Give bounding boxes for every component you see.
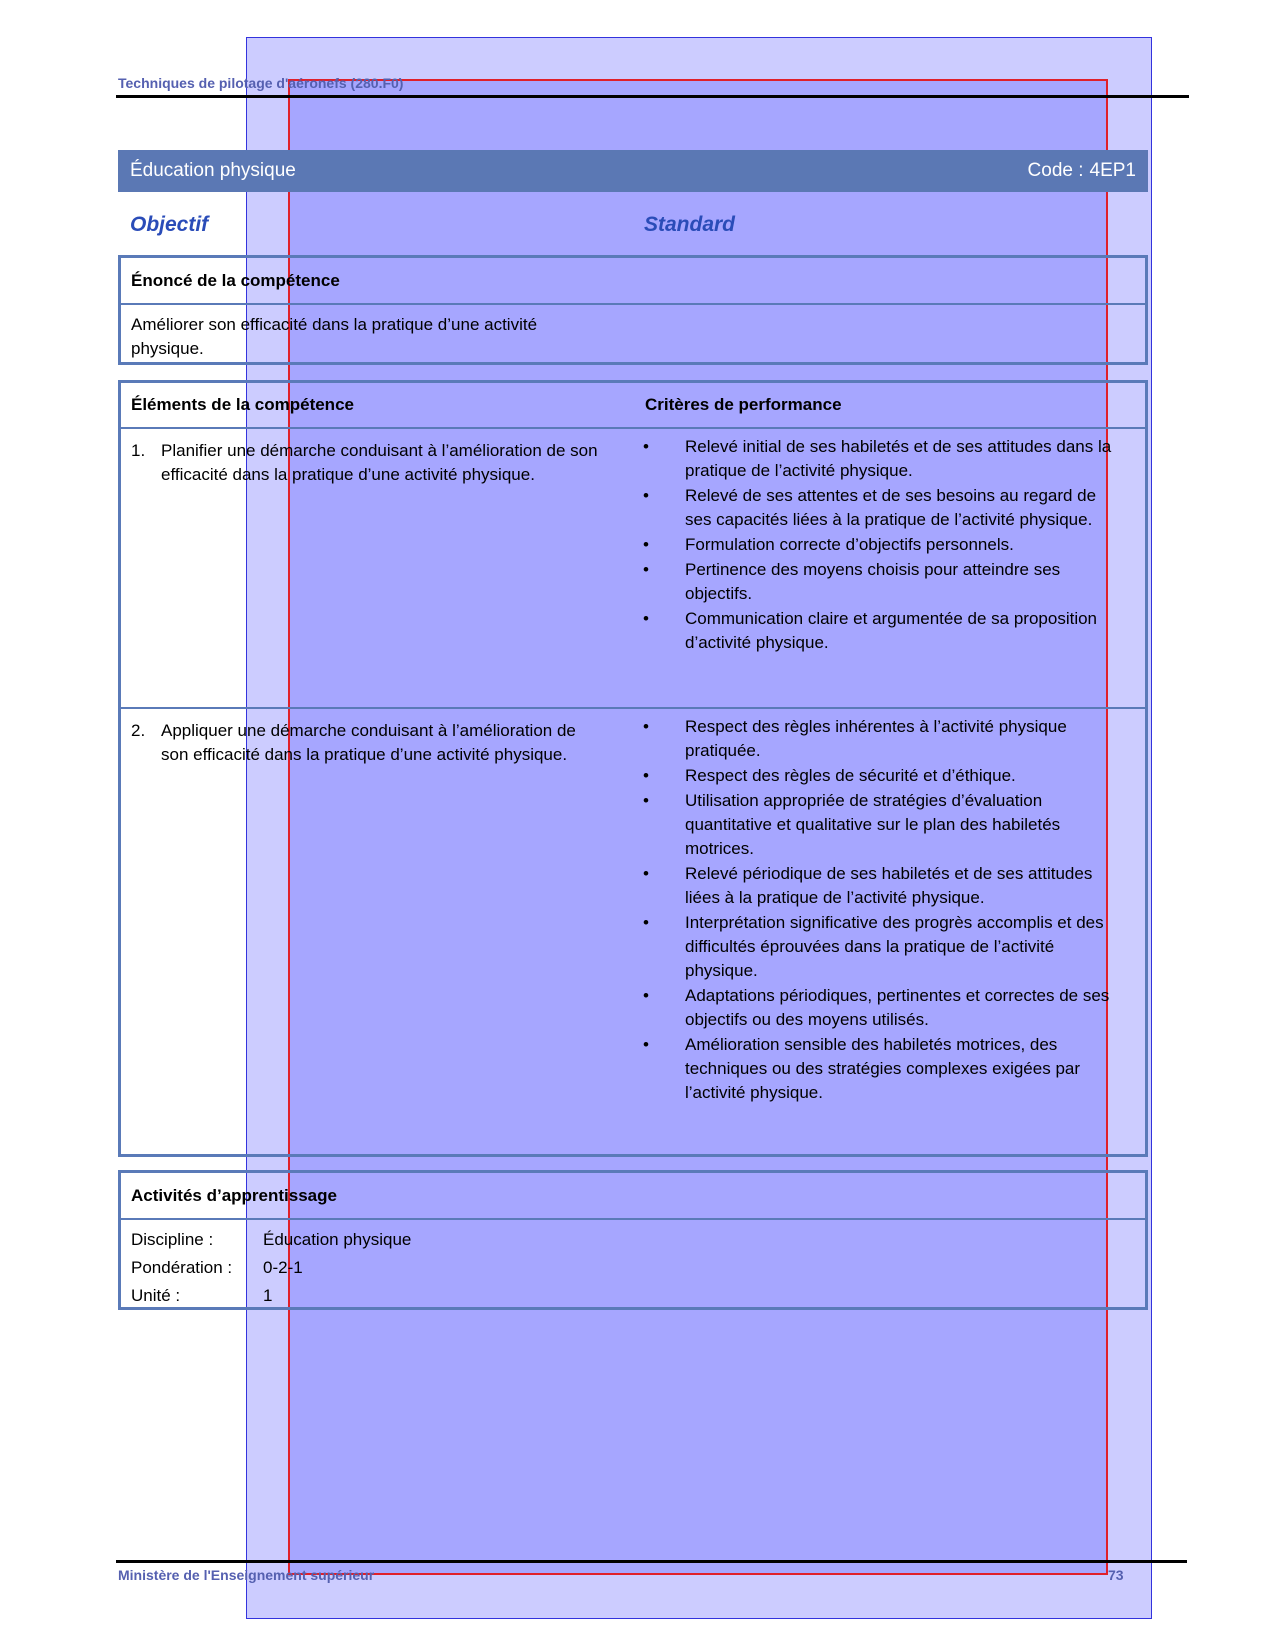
criteria-list	[641, 715, 1116, 1106]
footer-page-number: 73	[1108, 1567, 1124, 1583]
title-bar	[118, 150, 1148, 192]
element-row	[121, 429, 1145, 709]
header-rule	[116, 95, 1189, 98]
element-row	[121, 709, 1145, 1154]
bullet-icon: •	[643, 766, 649, 785]
bullet-icon: •	[643, 1035, 649, 1054]
standard-label: Standard	[644, 213, 736, 236]
element-text	[131, 719, 601, 767]
bullet-icon: •	[643, 791, 649, 810]
criterion-item: • Formulation correcte d’objectifs personnels.	[641, 533, 1116, 557]
bullet-icon: •	[643, 913, 649, 932]
footer-ministry: Ministère de l'Enseignement supérieur	[118, 1567, 375, 1583]
criteria-heading: Critères de performance	[645, 395, 842, 414]
criterion-item: • Respect des règles inhérentes à l’activité physique pratiquée.	[641, 715, 1116, 763]
criterion-item: • Amélioration sensible des habiletés motrices, des techniques ou des stratégies complexes exigées par l’activité physique.	[641, 1033, 1116, 1105]
unite-label: Unité :	[131, 1286, 181, 1305]
element-number: 1.	[131, 441, 146, 460]
elements-heading-row	[121, 383, 1145, 429]
element-description: Planifier une démarche conduisant à l’amélioration de son efficacité dans la pratique d’une activité physique.	[161, 441, 598, 484]
enonce-heading: Énoncé de la compétence	[121, 258, 1145, 305]
criterion-item: • Respect des règles de sécurité et d’éthique.	[641, 764, 1116, 788]
bullet-icon: •	[643, 609, 649, 628]
header-program: Techniques de pilotage d'aéronefs (280.F0)	[118, 75, 404, 91]
bullet-icon: •	[643, 864, 649, 883]
bullet-icon: •	[643, 437, 649, 456]
activites-heading: Activités d’apprentissage	[121, 1173, 1145, 1220]
elements-box	[118, 380, 1148, 1157]
elements-heading: Éléments de la compétence	[131, 395, 354, 414]
bullet-icon: •	[643, 986, 649, 1005]
bullet-icon: •	[643, 717, 649, 736]
unite-value: 1	[263, 1286, 273, 1305]
ponderation-label: Pondération :	[131, 1258, 233, 1277]
footer-rule	[116, 1560, 1187, 1563]
element-text	[131, 439, 601, 487]
criterion-item: • Relevé initial de ses habiletés et de ses attitudes dans la pratique de l’activité physique.	[641, 435, 1116, 483]
criteria-list	[641, 435, 1116, 656]
activites-box	[118, 1170, 1148, 1310]
course-title: Éducation physique	[130, 160, 296, 181]
course-code	[1028, 160, 1136, 182]
activites-body	[121, 1220, 1145, 1316]
bullet-icon: •	[643, 535, 649, 554]
criterion-item: • Utilisation appropriée de stratégies d’évaluation quantitative et qualitative sur le plan des habiletés motrices.	[641, 789, 1116, 861]
ponderation-value: 0-2-1	[263, 1258, 303, 1277]
bullet-icon: •	[643, 486, 649, 505]
criterion-item: • Relevé de ses attentes et de ses besoins au regard de ses capacités liées à la pratique de l’activité physique.	[641, 484, 1116, 532]
element-description: Appliquer une démarche conduisant à l’amélioration de son efficacité dans la pratique d’une activité physique.	[161, 721, 576, 764]
discipline-line	[131, 1226, 1135, 1254]
criterion-item: • Interprétation significative des progrès accomplis et des difficultés éprouvées dans la pratique de l’activité physique.	[641, 911, 1116, 983]
enonce-box	[118, 255, 1148, 365]
element-number: 2.	[131, 721, 146, 740]
bullet-icon: •	[643, 560, 649, 579]
criterion-item: • Relevé périodique de ses habiletés et de ses attitudes liées à la pratique de l’activité physique.	[641, 862, 1116, 910]
criterion-item: • Adaptations périodiques, pertinentes et correctes de ses objectifs ou des moyens utilisés.	[641, 984, 1116, 1032]
discipline-label: Discipline :	[131, 1230, 214, 1249]
enonce-text: Améliorer son efficacité dans la pratique d’une activité physique.	[131, 315, 538, 358]
criterion-item: • Pertinence des moyens choisis pour atteindre ses objectifs.	[641, 558, 1116, 606]
code-value: 4EP1	[1089, 160, 1136, 181]
code-label: Code :	[1027, 160, 1084, 181]
criterion-item: • Communication claire et argumentée de sa proposition d’activité physique.	[641, 607, 1116, 655]
ponderation-line	[131, 1254, 1135, 1282]
objectif-label: Objectif	[130, 213, 209, 236]
unite-line	[131, 1282, 1135, 1310]
discipline-value: Éducation physique	[263, 1230, 412, 1249]
